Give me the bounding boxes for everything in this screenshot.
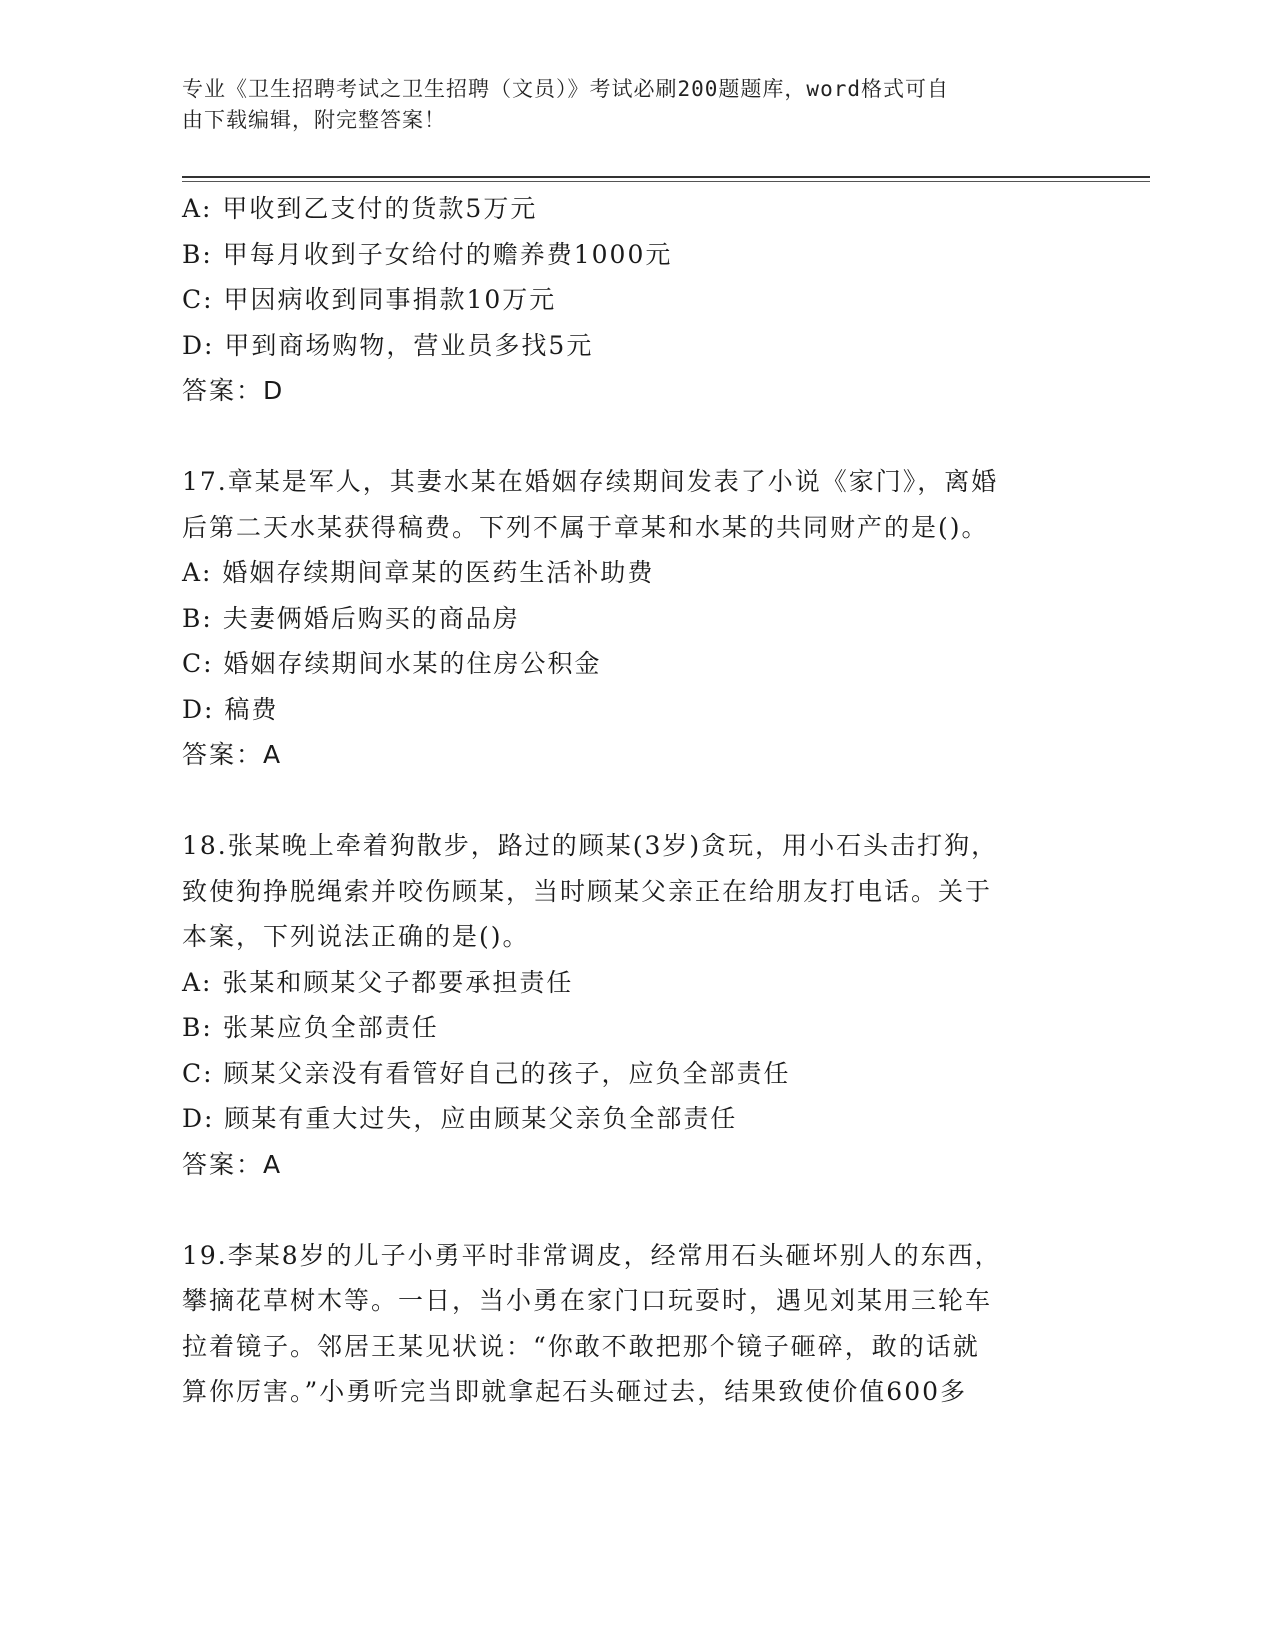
header-line-2: 由下载编辑，附完整答案！ <box>182 108 446 132</box>
option-a: A: 甲收到乙支付的货款5万元 <box>182 194 538 223</box>
question-19 <box>182 1233 1062 1415</box>
option-b: B: 张某应负全部责任 <box>182 1013 439 1042</box>
answer: 答案：D <box>182 376 285 405</box>
question-text-line: 17.章某是军人，其妻水某在婚姻存续期间发表了小说《家门》，离婚 <box>182 467 999 496</box>
question-text-line: 致使狗挣脱绳索并咬伤顾某，当时顾某父亲正在给朋友打电话。关于 <box>182 876 993 906</box>
question-16 <box>182 186 1062 414</box>
question-text-line: 后第二天水某获得稿费。下列不属于章某和水某的共同财产的是()。 <box>182 512 989 542</box>
question-18 <box>182 823 1062 1187</box>
answer: 答案：A <box>182 740 283 769</box>
option-d: D: 甲到商场购物，营业员多找5元 <box>182 330 594 360</box>
question-text-line: 18.张某晚上牵着狗散步，路过的顾某(3岁)贪玩，用小石头击打狗， <box>182 831 999 860</box>
document-header <box>182 74 1062 136</box>
option-d: D: 稿费 <box>182 694 279 724</box>
option-c: C: 甲因病收到同事捐款10万元 <box>182 285 557 314</box>
question-gap <box>182 778 1062 824</box>
option-c: C: 婚姻存续期间水某的住房公积金 <box>182 649 602 678</box>
question-text-line: 攀摘花草树木等。一日，当小勇在家门口玩耍时，遇见刘某用三轮车 <box>182 1286 993 1315</box>
question-content <box>182 186 1062 1415</box>
option-b: B: 夫妻俩婚后购买的商品房 <box>182 603 520 633</box>
option-b: B: 甲每月收到子女给付的赡养费1000元 <box>182 239 673 269</box>
question-17 <box>182 459 1062 778</box>
header-line-1: 专业《卫生招聘考试之卫生招聘（文员）》考试必刷200题题库，word格式可自 <box>182 77 949 101</box>
option-d: D: 顾某有重大过失，应由顾某父亲负全部责任 <box>182 1104 738 1133</box>
question-text-line: 19.李某8岁的儿子小勇平时非常调皮，经常用石头砸坏别人的东西， <box>182 1240 1002 1270</box>
question-text-line: 本案，下列说法正确的是()。 <box>182 922 530 951</box>
question-text-line: 拉着镜子。邻居王某见状说：“你敢不敢把那个镜子砸碎，敢的话就 <box>182 1331 980 1361</box>
question-text-line: 算你厉害。”小勇听完当即就拿起石头砸过去，结果致使价值600多 <box>182 1377 968 1406</box>
header-divider-secondary <box>182 181 1150 182</box>
answer: 答案：A <box>182 1149 283 1179</box>
option-a: A: 婚姻存续期间章某的医药生活补助费 <box>182 558 655 587</box>
header-divider <box>182 176 1150 178</box>
question-gap <box>182 414 1062 460</box>
option-c: C: 顾某父亲没有看管好自己的孩子，应负全部责任 <box>182 1058 791 1088</box>
question-gap <box>182 1187 1062 1233</box>
option-a: A: 张某和顾某父子都要承担责任 <box>182 967 574 997</box>
